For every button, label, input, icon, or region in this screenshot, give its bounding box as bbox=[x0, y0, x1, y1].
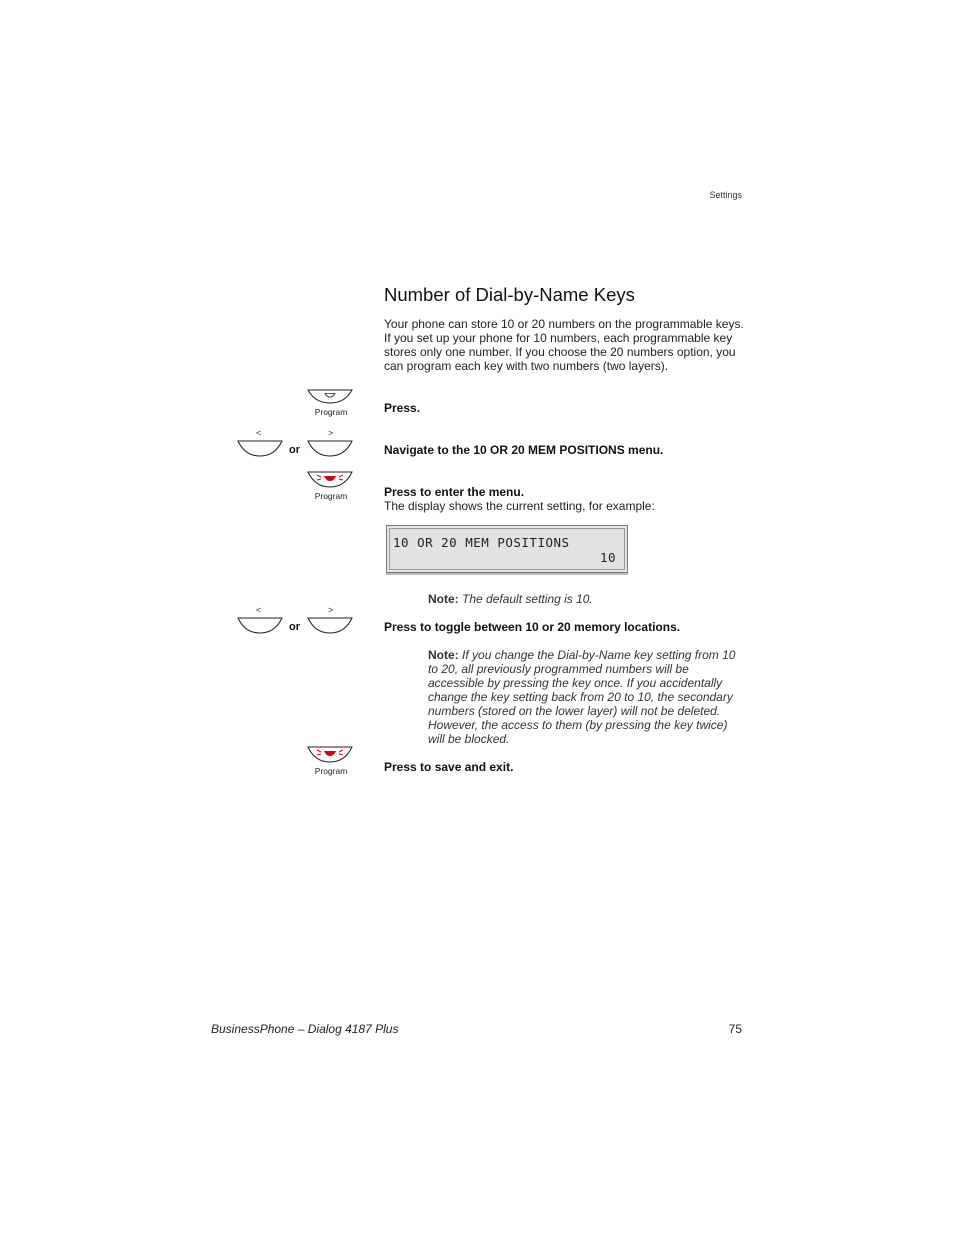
running-header: Settings bbox=[709, 190, 742, 200]
program-key-label: Program bbox=[314, 491, 348, 501]
program-key-label: Program bbox=[314, 407, 348, 417]
step-3-description: The display shows the current setting, for example: bbox=[384, 499, 655, 513]
right-arrow-label: > bbox=[328, 428, 334, 438]
section-title: Number of Dial-by-Name Keys bbox=[384, 284, 635, 305]
note-label: Note: bbox=[428, 592, 459, 606]
note-warning bbox=[428, 648, 746, 746]
navigate-left-key[interactable] bbox=[237, 440, 283, 458]
note-default bbox=[428, 592, 746, 606]
right-arrow-label: > bbox=[328, 605, 334, 615]
display-line-1: 10 OR 20 MEM POSITIONS bbox=[393, 535, 570, 550]
step-4: Press to toggle between 10 or 20 memory locations. bbox=[384, 620, 681, 634]
program-key-flashing-icon bbox=[307, 746, 353, 764]
intro-paragraph: Your phone can store 10 or 20 numbers on the programmable keys. If you set up your phone for 10 numbers, each programmable key stores only one number. If you choose the 20 numbers option, you can program each key with two numbers (two layers). bbox=[384, 317, 744, 373]
note-text: The default setting is 10. bbox=[462, 592, 593, 606]
display-line-2: 10 bbox=[599, 550, 616, 565]
left-arrow-label: < bbox=[256, 605, 262, 615]
or-label: or bbox=[289, 621, 300, 633]
program-key-flashing[interactable] bbox=[307, 471, 353, 489]
phone-display bbox=[386, 525, 628, 573]
step-5: Press to save and exit. bbox=[384, 760, 514, 774]
navigate-right-key[interactable] bbox=[307, 440, 353, 458]
right-key-icon bbox=[307, 440, 353, 458]
page-number: 75 bbox=[728, 1022, 742, 1036]
left-key-icon bbox=[237, 617, 283, 635]
program-key[interactable] bbox=[307, 389, 353, 405]
step-3: Press to enter the menu. bbox=[384, 485, 525, 499]
note-text: If you change the Dial-by-Name key setting from 10 to 20, all previously programmed numbers will be accessible by pressing the key once. If you accidentally change the key setting back from 20 to 10, the secondary numbers (stored on the lower layer) will not be deleted. However, the access to them (by pressing the key twice) will be blocked. bbox=[428, 648, 736, 746]
toggle-right-key[interactable] bbox=[307, 617, 353, 635]
program-key-flashing-icon bbox=[307, 471, 353, 489]
toggle-left-key[interactable] bbox=[237, 617, 283, 635]
program-key-icon bbox=[307, 389, 353, 405]
step-2: Navigate to the 10 OR 20 MEM POSITIONS menu. bbox=[384, 443, 664, 457]
left-key-icon bbox=[237, 440, 283, 458]
left-arrow-label: < bbox=[256, 428, 262, 438]
step-1: Press. bbox=[384, 401, 421, 415]
program-key-flashing[interactable] bbox=[307, 746, 353, 764]
right-key-icon bbox=[307, 617, 353, 635]
footer-product: BusinessPhone – Dialog 4187 Plus bbox=[211, 1022, 399, 1036]
program-key-label: Program bbox=[314, 766, 348, 776]
or-label: or bbox=[289, 444, 300, 456]
note-label: Note: bbox=[428, 648, 459, 662]
